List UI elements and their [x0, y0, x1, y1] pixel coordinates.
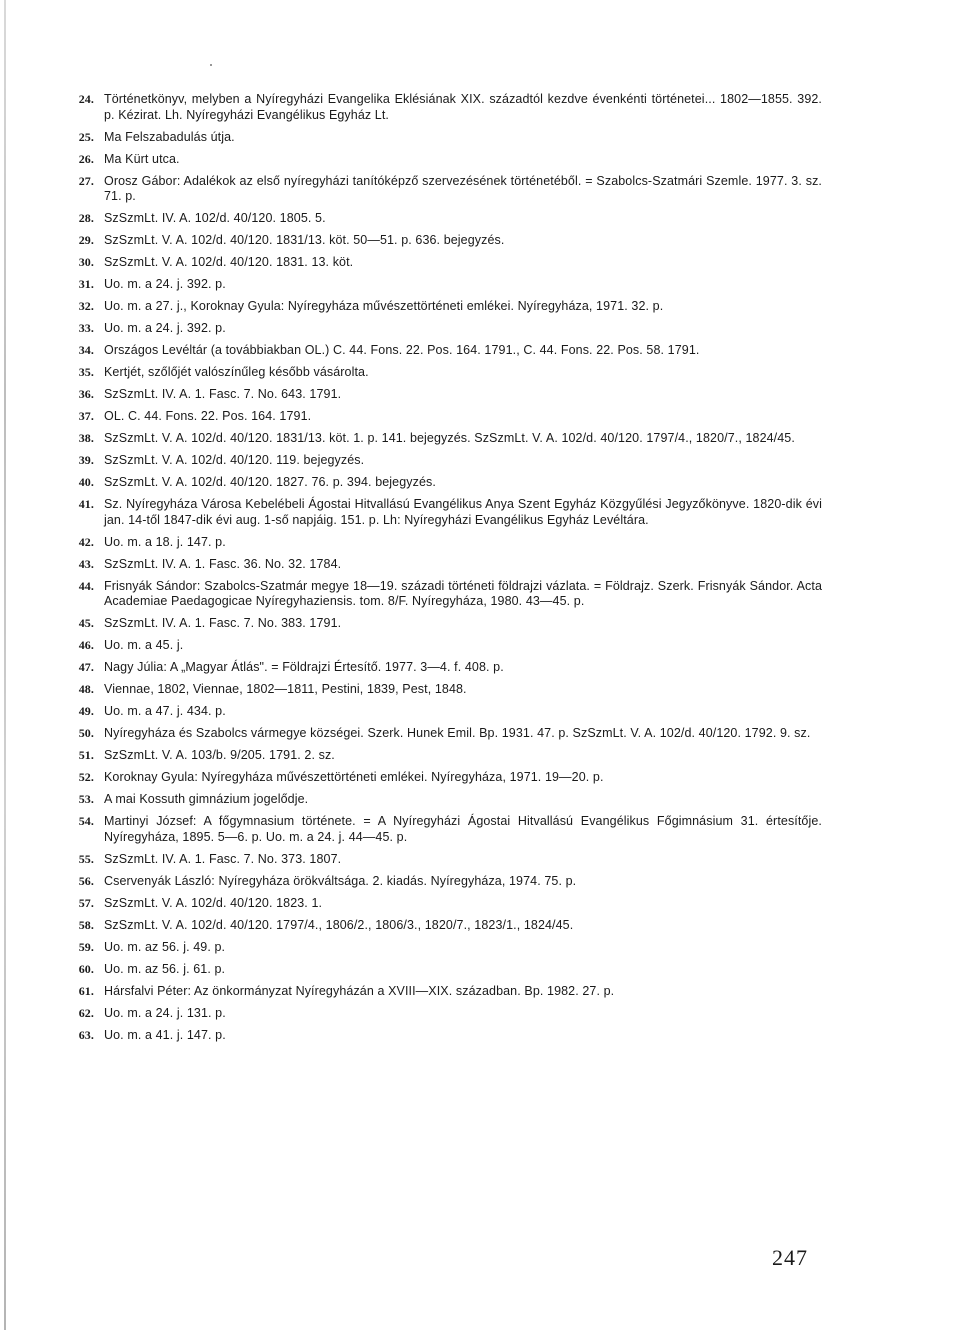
- footnote-item: [60, 852, 822, 868]
- footnote-item: [60, 409, 822, 425]
- footnote-text: Frisnyák Sándor: Szabolcs-Szatmár megye 18—19. századi történeti földrajzi vázlata. = Földrajz. Szerk. Frisnyák Sándor. Acta Academiae Paedagogicae Nyíregyhaziensis. tom. 8/F. Nyíregyháza, 1980. 43—45. p.: [104, 578, 822, 608]
- footnote-text: SzSzmLt. V. A. 102/d. 40/120. 1823. 1.: [104, 895, 323, 910]
- footnote-number: 49.: [78, 704, 94, 718]
- footnote-text: Orosz Gábor: Adalékok az első nyíregyházi tanítóképző szervezésének történetéből. = Szabolcs-Szatmári Szemle. 1977. 3. sz. 71. p.: [104, 173, 822, 203]
- footnote-number: 41.: [78, 497, 94, 511]
- footnote-item: [60, 255, 822, 271]
- footnote-text: Koroknay Gyula: Nyíregyháza művészettörténeti emlékei. Nyíregyháza, 1971. 19—20. p.: [104, 770, 604, 784]
- footnote-text: SzSzmLt. V. A. 103/b. 9/205. 1791. 2. sz.: [104, 748, 335, 762]
- footnote-item: [60, 1006, 822, 1022]
- footnote-number: 26.: [78, 151, 94, 166]
- footnote-text: Ma Felszabadulás útja.: [104, 129, 235, 144]
- footnote-text: Uo. m. a 41. j. 147. p.: [104, 1027, 226, 1042]
- footnote-text: SzSzmLt. IV. A. 1. Fasc. 7. No. 643. 1791.: [104, 387, 342, 401]
- footnote-number: 30.: [78, 255, 94, 269]
- print-speck: [210, 64, 212, 66]
- footnote-item: [60, 211, 822, 227]
- footnote-number: 35.: [78, 365, 94, 379]
- footnote-number: 44.: [78, 578, 94, 593]
- footnote-item: [60, 343, 822, 359]
- footnote-text: Nagy Júlia: A „Magyar Átlás". = Földrajzi Értesítő. 1977. 3—4. f. 408. p.: [104, 660, 504, 674]
- footnote-text: Uo. m. a 47. j. 434. p.: [104, 704, 226, 718]
- footnote-item: [60, 682, 822, 698]
- footnote-number: 25.: [78, 129, 94, 144]
- footnote-number: 38.: [78, 431, 94, 445]
- footnote-item: [60, 814, 822, 845]
- footnote-number: 48.: [78, 682, 94, 696]
- footnote-text: SzSzmLt. IV. A. 1. Fasc. 7. No. 383. 1791.: [104, 616, 342, 630]
- footnote-text: Uo. m. a 18. j. 147. p.: [104, 534, 226, 549]
- footnote-item: [60, 792, 822, 808]
- footnote-item: [60, 387, 822, 403]
- footnote-number: 40.: [78, 475, 94, 489]
- footnote-item: [60, 660, 822, 676]
- footnote-number: 62.: [78, 1005, 94, 1020]
- footnote-text: SzSzmLt. IV. A. 1. Fasc. 36. No. 32. 1784.: [104, 556, 342, 571]
- footnote-number: 36.: [78, 387, 94, 401]
- footnote-item: [60, 431, 822, 447]
- footnote-number: 58.: [78, 917, 94, 932]
- footnote-item: [60, 962, 822, 978]
- footnote-number: 59.: [78, 939, 94, 954]
- footnote-text: Uo. m. a 24. j. 131. p.: [104, 1005, 226, 1020]
- footnote-item: [60, 616, 822, 632]
- footnote-text: SzSzmLt. V. A. 102/d. 40/120. 119. bejegyzés.: [104, 453, 365, 467]
- footnote-number: 43.: [78, 556, 94, 571]
- footnote-item: [60, 535, 822, 551]
- footnote-number: 39.: [78, 453, 94, 467]
- footnote-item: [60, 940, 822, 956]
- footnote-item: [60, 748, 822, 764]
- footnote-item: [60, 726, 822, 742]
- footnote-number: 55.: [78, 851, 94, 866]
- footnote-item: [60, 704, 822, 720]
- footnote-number: 52.: [78, 770, 94, 784]
- footnote-text: SzSzmLt. V. A. 102/d. 40/120. 1797/4., 1806/2., 1806/3., 1820/7., 1823/1., 1824/45.: [104, 917, 574, 932]
- footnote-item: [60, 1028, 822, 1044]
- footnote-number: 33.: [78, 321, 94, 335]
- footnote-number: 31.: [78, 277, 94, 291]
- footnote-item: [60, 770, 822, 786]
- footnote-number: 24.: [78, 92, 94, 106]
- footnote-text: Uo. m. az 56. j. 61. p.: [104, 961, 226, 976]
- footnote-number: 57.: [78, 895, 94, 910]
- footnote-text: Uo. m. a 27. j., Koroknay Gyula: Nyíregyháza művészettörténeti emlékei. Nyíregyháza, 1971. 32. p.: [104, 299, 664, 313]
- footnote-item: [60, 475, 822, 491]
- footnote-text: Viennae, 1802, Viennae, 1802—1811, Pestini, 1839, Pest, 1848.: [104, 682, 467, 696]
- footnote-number: 61.: [78, 983, 94, 998]
- footnote-text: Cservenyák László: Nyíregyháza örökváltsága. 2. kiadás. Nyíregyháza, 1974. 75. p.: [104, 873, 577, 888]
- footnote-item: [60, 130, 822, 146]
- footnote-number: 63.: [78, 1027, 94, 1042]
- page-edge: [4, 0, 6, 1330]
- footnote-text: Kertjét, szőlőjét valószínűleg később vásárolta.: [104, 365, 369, 379]
- footnote-text: Sz. Nyíregyháza Városa Kebelébeli Ágostai Hitvallású Evangélikus Anya Szent Egyház Közgyűlési Jegyzőkönyve. 1820-dik évi jan. 14-től 1847-dik évi aug. 1-ső napjáig. 151. p. Lh: Nyíregyházi Evangélikus Egyház Levéltára.: [104, 497, 822, 527]
- footnote-number: 37.: [78, 409, 94, 423]
- footnote-text: Nyíregyháza és Szabolcs vármegye községei. Szerk. Hunek Emil. Bp. 1931. 47. p. SzSzmLt. V. A. 102/d. 40/120. 1792. 9. sz.: [104, 726, 811, 740]
- page-number: 247: [772, 1245, 808, 1270]
- footnote-number: 51.: [78, 748, 94, 762]
- footnote-number: 27.: [78, 173, 94, 188]
- footnote-number: 45.: [78, 616, 94, 630]
- footnote-number: 32.: [78, 299, 94, 313]
- footnote-item: [60, 579, 822, 610]
- footnote-text: Történetkönyv, melyben a Nyíregyházi Evangelika Eklésiának XIX. századtól kezdve évenkénti történetei... 1802—1855. 392. p. Kézirat. Lh. Nyíregyházi Evangélikus Egyház Lt.: [104, 92, 822, 122]
- footnote-text: SzSzmLt. IV. A. 1. Fasc. 7. No. 373. 1807.: [104, 851, 342, 866]
- footnote-item: [60, 299, 822, 315]
- footnote-number: 47.: [78, 660, 94, 674]
- footnote-text: A mai Kossuth gimnázium jogelődje.: [104, 792, 309, 806]
- footnote-item: [60, 638, 822, 654]
- footnote-text: SzSzmLt. V. A. 102/d. 40/120. 1831/13. köt. 50—51. p. 636. bejegyzés.: [104, 233, 505, 247]
- footnote-item: [60, 984, 822, 1000]
- footnote-number: 53.: [78, 792, 94, 806]
- footnote-list: [60, 92, 822, 1050]
- footnote-text: Ma Kürt utca.: [104, 151, 180, 166]
- footnote-item: [60, 557, 822, 573]
- footnote-text: Uo. m. a 24. j. 392. p.: [104, 277, 226, 291]
- footnote-text: SzSzmLt. V. A. 102/d. 40/120. 1831. 13. köt.: [104, 255, 354, 269]
- footnote-number: 56.: [78, 873, 94, 888]
- footnote-item: [60, 233, 822, 249]
- footnote-number: 29.: [78, 233, 94, 247]
- footnote-text: Uo. m. a 24. j. 392. p.: [104, 321, 226, 335]
- footnote-number: 46.: [78, 638, 94, 652]
- footnote-item: [60, 365, 822, 381]
- footnote-number: 50.: [78, 726, 94, 740]
- footnote-text: SzSzmLt. IV. A. 102/d. 40/120. 1805. 5.: [104, 211, 326, 225]
- footnote-text: Martinyi József: A főgymnasium története. = A Nyíregyházi Ágostai Hitvallású Evangélikus Főgimnásium 31. értesítője. Nyíregyháza, 1895. 5—6. p. Uo. m. a 24. j. 44—45. p.: [104, 814, 822, 844]
- footnote-item: [60, 896, 822, 912]
- footnote-item: [60, 918, 822, 934]
- footnote-text: Uo. m. a 45. j.: [104, 638, 184, 652]
- footnote-item: [60, 92, 822, 123]
- footnote-number: 54.: [78, 814, 94, 828]
- footnote-text: SzSzmLt. V. A. 102/d. 40/120. 1827. 76. p. 394. bejegyzés.: [104, 475, 436, 489]
- footnote-number: 60.: [78, 961, 94, 976]
- footnote-item: [60, 152, 822, 168]
- footnote-text: Hársfalvi Péter: Az önkormányzat Nyíregyházán a XVIII—XIX. században. Bp. 1982. 27. p.: [104, 983, 615, 998]
- footnote-item: [60, 174, 822, 205]
- footnote-text: SzSzmLt. V. A. 102/d. 40/120. 1831/13. köt. 1. p. 141. bejegyzés. SzSzmLt. V. A. 102/d. 40/120. 1797/4., 1820/7., 1824/45.: [104, 431, 795, 445]
- footnote-item: [60, 277, 822, 293]
- footnote-item: [60, 453, 822, 469]
- footnote-text: Uo. m. az 56. j. 49. p.: [104, 939, 226, 954]
- footnote-number: 42.: [78, 534, 94, 549]
- footnote-item: [60, 497, 822, 528]
- footnote-number: 34.: [78, 343, 94, 357]
- footnote-text: Országos Levéltár (a továbbiakban OL.) C. 44. Fons. 22. Pos. 164. 1791., C. 44. Fons. 22. Pos. 58. 1791.: [104, 343, 700, 357]
- footnote-text: OL. C. 44. Fons. 22. Pos. 164. 1791.: [104, 409, 312, 423]
- footnote-item: [60, 874, 822, 890]
- footnote-number: 28.: [78, 211, 94, 225]
- footnote-item: [60, 321, 822, 337]
